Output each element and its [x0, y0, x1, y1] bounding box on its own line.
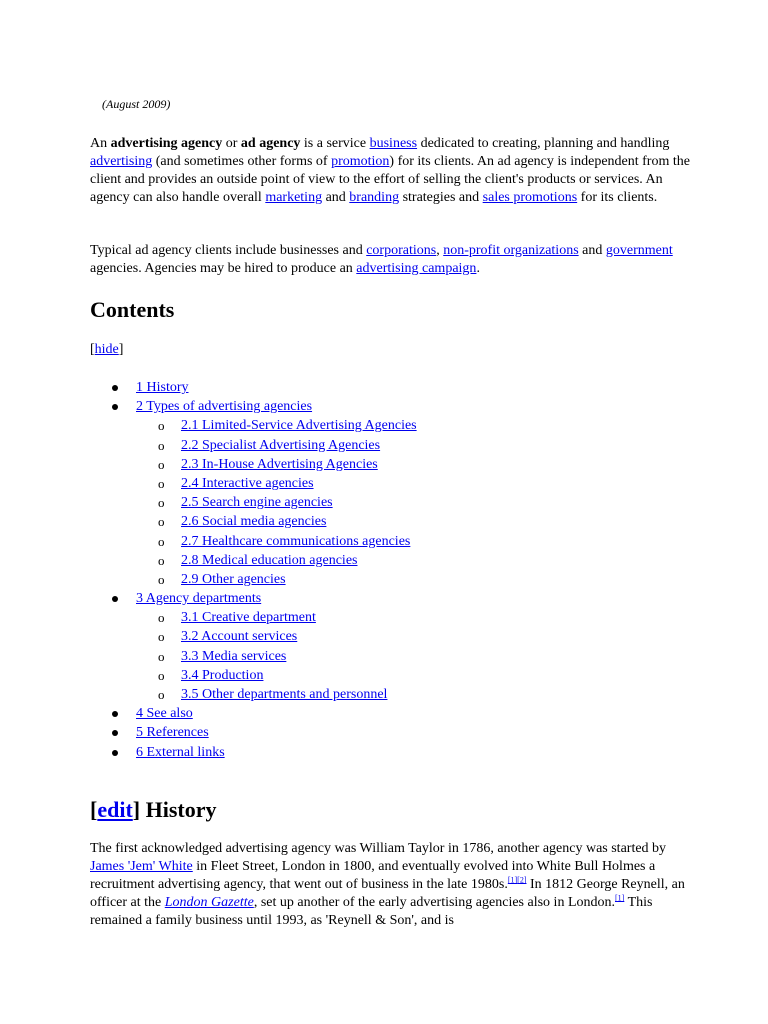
- text: and: [322, 190, 350, 205]
- contents-heading: Contents: [90, 297, 175, 322]
- toc-link[interactable]: 2.2 Specialist Advertising Agencies: [181, 437, 381, 453]
- toc-link[interactable]: 3 Agency departments: [136, 591, 262, 607]
- circle-bullet-icon: o: [158, 610, 165, 626]
- toc-link[interactable]: 2.9 Other agencies: [181, 571, 286, 587]
- bracket: [: [90, 342, 95, 357]
- text: , set up another of the early advertising agencies also in London.: [253, 895, 615, 910]
- text: dedicated to creating, planning and handling: [417, 136, 670, 151]
- toc-item: [90, 704, 417, 723]
- toc-subitem: [90, 532, 417, 551]
- section-title: History: [140, 797, 217, 822]
- circle-bullet-icon: o: [158, 571, 165, 587]
- toc-subitem: [90, 474, 417, 493]
- toc-link[interactable]: 2 Types of advertising agencies: [136, 399, 313, 415]
- bullet-icon: [112, 385, 118, 391]
- text: This remained a family business until 1993, as 'Reynell & Son', and is: [90, 895, 653, 928]
- bold-term: advertising agency: [110, 136, 223, 151]
- toc-link[interactable]: 2.4 Interactive agencies: [181, 475, 314, 491]
- text: (and sometimes other forms of: [152, 154, 332, 169]
- toc-link[interactable]: 3.2 Account services: [181, 629, 298, 645]
- circle-bullet-icon: o: [158, 687, 165, 702]
- link-government[interactable]: government: [605, 243, 673, 258]
- circle-bullet-icon: o: [158, 648, 165, 664]
- text: for its clients.: [577, 190, 658, 205]
- text: in Fleet Street, London in 1800, and eventually evolved into White Bull Holmes a recruitment advertising agency, that went out of business in the late 1980s.: [90, 859, 656, 892]
- circle-bullet-icon: o: [158, 418, 165, 434]
- edit-link[interactable]: edit: [97, 797, 133, 822]
- link-corporations[interactable]: corporations: [366, 243, 437, 258]
- article-date: (August 2009): [102, 97, 171, 111]
- link-business[interactable]: business: [369, 136, 418, 151]
- toc-subitem: [90, 570, 417, 589]
- toc-link[interactable]: 3.3 Media services: [181, 648, 287, 664]
- bracket: ]: [118, 342, 124, 357]
- toc-subitem: [90, 416, 417, 435]
- toc-item: [90, 397, 417, 416]
- history-heading: [90, 797, 217, 823]
- toc-link[interactable]: 5 References: [136, 725, 209, 741]
- toc-subitem: [90, 455, 417, 474]
- bullet-icon: [112, 596, 118, 602]
- toc-link[interactable]: 2.1 Limited-Service Advertising Agencies: [181, 418, 417, 434]
- link-marketing[interactable]: marketing: [265, 190, 323, 205]
- text: The first acknowledged advertising agency was William Taylor in 1786, another agency was started by: [90, 841, 667, 856]
- toc-link[interactable]: 4 See also: [136, 706, 193, 722]
- history-paragraph: [90, 840, 690, 930]
- toc-link[interactable]: 3.5 Other departments and personnel: [181, 687, 388, 702]
- toc-subitem: [90, 436, 417, 455]
- text: .: [476, 261, 480, 276]
- toc-link[interactable]: 1 History: [136, 380, 189, 395]
- text: strategies and: [399, 190, 483, 205]
- link-promotion[interactable]: promotion: [331, 154, 390, 169]
- bullet-icon: [112, 711, 118, 717]
- text: An: [90, 136, 111, 151]
- toc-item: [90, 743, 417, 762]
- text: ,: [436, 243, 444, 258]
- bracket: ]: [132, 797, 141, 822]
- link-advertising[interactable]: advertising: [90, 154, 153, 169]
- link-james-white[interactable]: James 'Jem' White: [90, 859, 193, 874]
- circle-bullet-icon: o: [158, 437, 165, 453]
- citation-link[interactable]: [1]: [507, 875, 518, 885]
- toc-link[interactable]: 3.1 Creative department: [181, 610, 316, 626]
- text: In 1812 George Reynell, an officer at the: [90, 877, 685, 910]
- link-non-profit[interactable]: non-profit organizations: [443, 243, 579, 258]
- toc-link[interactable]: 2.7 Healthcare communications agencies: [181, 533, 411, 549]
- toc-subitem: [90, 551, 417, 570]
- toc-subitem: [90, 627, 417, 646]
- text: is a service: [300, 136, 370, 151]
- bracket: [: [90, 797, 98, 822]
- circle-bullet-icon: o: [158, 475, 165, 491]
- toc-toggle: [90, 342, 123, 358]
- text: Typical ad agency clients include businesses and: [90, 243, 367, 258]
- link-branding[interactable]: branding: [349, 190, 400, 205]
- hide-link[interactable]: hide: [94, 342, 119, 357]
- toc-item: [90, 589, 417, 608]
- link-advertising-campaign[interactable]: advertising campaign: [356, 261, 477, 276]
- toc-link[interactable]: 2.5 Search engine agencies: [181, 495, 333, 511]
- citation-link[interactable]: [2]: [517, 875, 527, 885]
- bullet-icon: [112, 750, 118, 756]
- toc-link[interactable]: 2.8 Medical education agencies: [181, 552, 358, 568]
- text: or: [222, 136, 241, 151]
- toc-subitem: [90, 493, 417, 512]
- text: and: [578, 243, 606, 258]
- bold-term: ad agency: [240, 136, 301, 151]
- circle-bullet-icon: o: [158, 533, 165, 549]
- toc-link[interactable]: 2.6 Social media agencies: [181, 514, 327, 530]
- circle-bullet-icon: o: [158, 629, 165, 645]
- citation-link[interactable]: [1]: [615, 893, 625, 903]
- circle-bullet-icon: o: [158, 456, 165, 472]
- clients-paragraph: [90, 242, 690, 278]
- link-sales-promotions[interactable]: sales promotions: [482, 190, 578, 205]
- toc-link[interactable]: 2.3 In-House Advertising Agencies: [181, 456, 378, 472]
- circle-bullet-icon: o: [158, 667, 165, 683]
- text: ) for its clients. An ad agency is independent from the client and provides an outside point of view to the effort of selling the client's products or services. An agency can also handle overall: [90, 154, 690, 205]
- table-of-contents: [90, 378, 417, 762]
- circle-bullet-icon: o: [158, 495, 165, 511]
- bullet-icon: [112, 730, 118, 736]
- circle-bullet-icon: o: [158, 514, 165, 530]
- toc-subitem: [90, 608, 417, 627]
- circle-bullet-icon: o: [158, 552, 165, 568]
- toc-link[interactable]: 6 External links: [136, 744, 225, 760]
- text: agencies. Agencies may be hired to produce an: [90, 261, 357, 276]
- toc-item: [90, 723, 417, 742]
- toc-item: [90, 378, 417, 397]
- toc-link[interactable]: 3.4 Production: [181, 667, 264, 683]
- toc-subitem: [90, 666, 417, 685]
- toc-subitem: [90, 647, 417, 666]
- toc-subitem: [90, 512, 417, 531]
- bullet-icon: [112, 404, 118, 410]
- link-london-gazette[interactable]: London Gazette: [164, 895, 254, 910]
- intro-paragraph: [90, 135, 690, 207]
- toc-subitem: [90, 685, 417, 704]
